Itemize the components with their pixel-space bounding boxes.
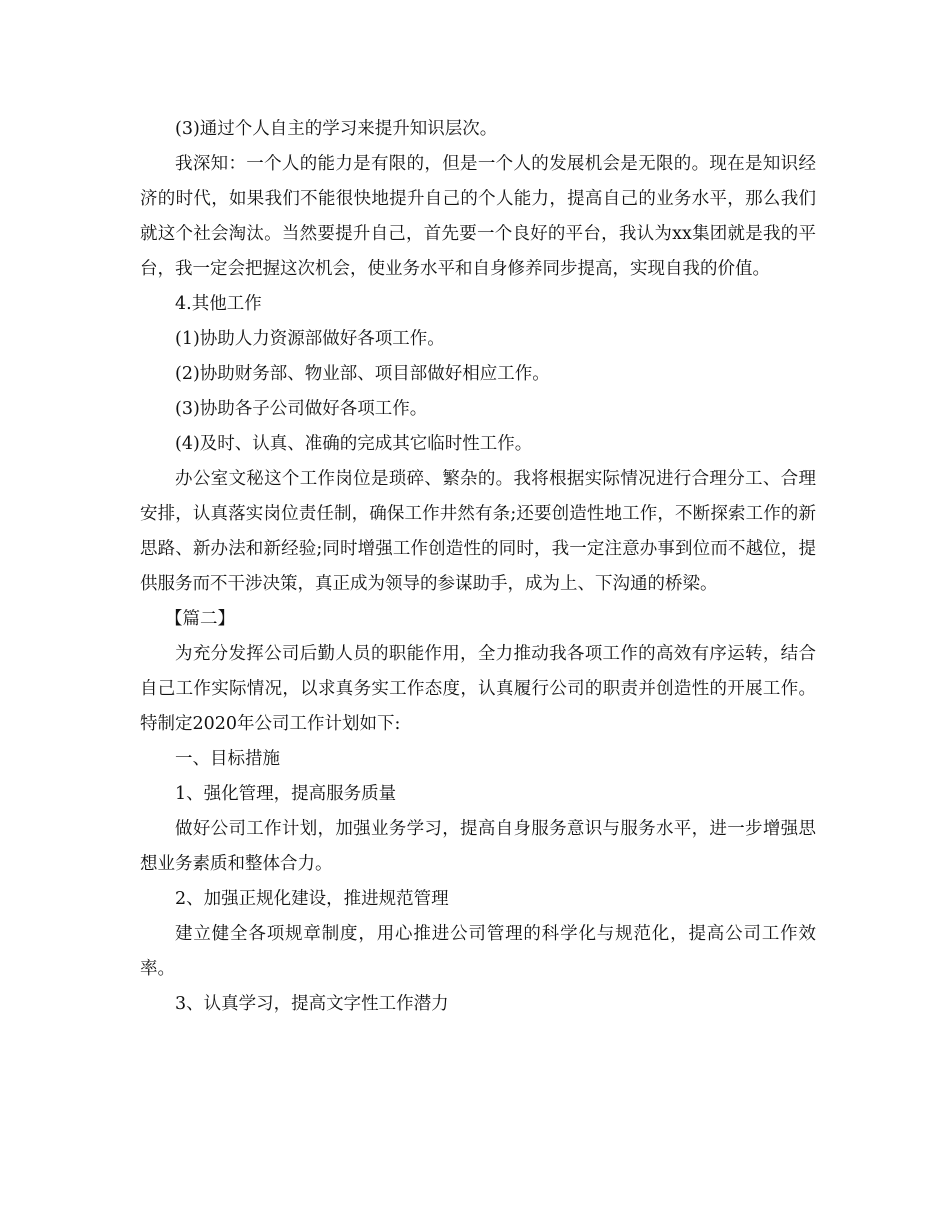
paragraph: 做好公司工作计划，加强业务学习，提高自身服务意识与服务水平，进一步增强思想业务素质和整体合力。 [140,819,816,874]
document-body [140,112,816,1022]
subsection-heading: 2、加强正规化建设，推进规范管理 [175,889,449,909]
paragraph: 我深知：一个人的能力是有限的，但是一个人的发展机会是无限的。现在是知识经济的时代，如果我们不能很快地提升自己的个人能力，提高自己的业务水平，那么我们就这个社会淘汰。当然要提升自己，首先要一个良好的平台，我认为xx集团就是我的平台，我一定会把握这次机会，使业务水平和自身修养同步提高，实现自我的价值。 [140,154,816,279]
paragraph: 为充分发挥公司后勤人员的职能作用，全力推动我各项工作的高效有序运转，结合自己工作实际情况，以求真务实工作态度，认真履行公司的职责并创造性的开展工作。特制定2020年公司工作计划如下: [140,644,816,734]
paragraph: 办公室文秘这个工作岗位是琐碎、繁杂的。我将根据实际情况进行合理分工、合理安排，认真落实岗位责任制，确保工作井然有条;还要创造性地工作，不断探索工作的新思路、新办法和新经验;同时增强工作创造性的同时，我一定注意办事到位而不越位，提供服务而不干涉决策，真正成为领导的参谋助手，成为上、下沟通的桥梁。 [140,469,816,594]
section-heading: 4.其他工作 [175,294,262,314]
list-item: (1)协助人力资源部做好各项工作。 [175,329,445,349]
list-item: (3)协助各子公司做好各项工作。 [175,399,428,419]
chapter-heading: 【篇二】 [165,609,235,629]
list-item: (4)及时、认真、准确的完成其它临时性工作。 [175,434,533,454]
section-heading: 一、目标措施 [175,749,280,769]
subsection-heading: 3、认真学习，提高文字性工作潜力 [175,994,449,1014]
list-item: (2)协助财务部、物业部、项目部做好相应工作。 [175,364,550,384]
subsection-heading: 1、强化管理，提高服务质量 [175,784,397,804]
paragraph: 建立健全各项规章制度，用心推进公司管理的科学化与规范化，提高公司工作效率。 [140,924,816,979]
paragraph: (3)通过个人自主的学习来提升知识层次。 [175,119,498,139]
